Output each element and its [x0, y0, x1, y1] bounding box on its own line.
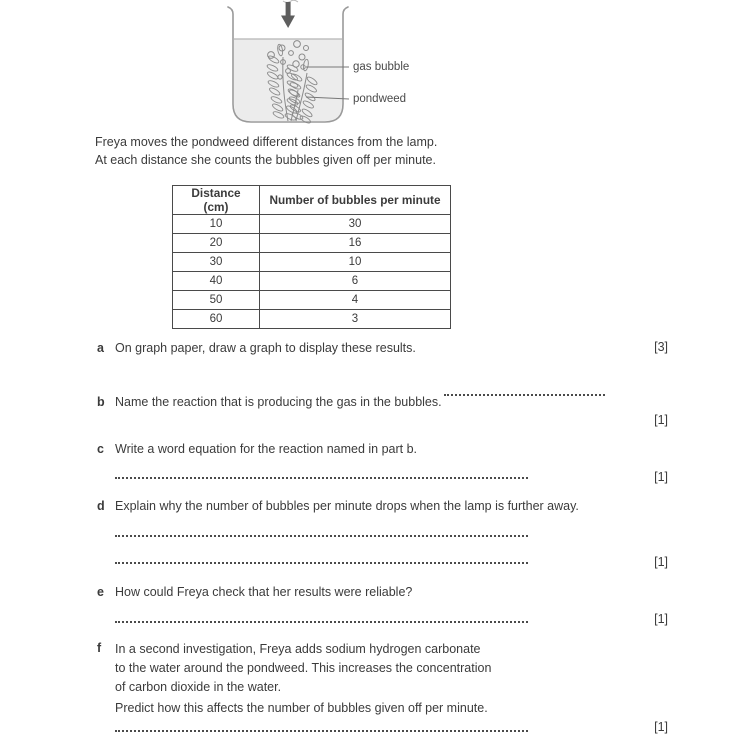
distance-cell: 40	[173, 272, 260, 291]
answer-line	[115, 549, 528, 564]
column-header-distance: Distance (cm)	[173, 186, 260, 215]
question-text: In a second investigation, Freya adds sodium hydrogen carbonate	[115, 642, 481, 656]
bubbles-cell: 10	[260, 253, 451, 272]
intro-text	[95, 133, 437, 169]
question-c	[97, 441, 417, 458]
question-letter: c	[97, 442, 104, 456]
distance-cell: 10	[173, 215, 260, 234]
distance-cell: 60	[173, 310, 260, 329]
question-text: Explain why the number of bubbles per minute drops when the lamp is further away.	[115, 499, 579, 513]
bubbles-cell: 16	[260, 234, 451, 253]
mark-a: [3]	[654, 340, 668, 354]
water	[234, 39, 342, 121]
question-b	[97, 394, 605, 411]
question-a	[97, 340, 416, 357]
distance-cell: 20	[173, 234, 260, 253]
pondweed-label: pondweed	[353, 93, 407, 105]
mark-d: [1]	[654, 555, 668, 569]
mark-e: [1]	[654, 612, 668, 626]
intro-line-2: At each distance she counts the bubbles given off per minute.	[95, 153, 436, 167]
question-text: Name the reaction that is producing the gas in the bubbles.	[115, 395, 442, 409]
mark-f: [1]	[654, 720, 668, 734]
question-d	[97, 498, 579, 515]
table-header-row	[173, 186, 451, 215]
question-text: On graph paper, draw a graph to display these results.	[115, 341, 416, 355]
answer-line	[444, 394, 605, 396]
bubbles-cell: 6	[260, 272, 451, 291]
question-text: How could Freya check that her results were reliable?	[115, 585, 413, 599]
question-e	[97, 584, 412, 601]
bubbles-cell: 4	[260, 291, 451, 310]
mark-b: [1]	[654, 413, 668, 427]
bubbles-cell: 3	[260, 310, 451, 329]
table-row	[173, 272, 451, 291]
table-row	[173, 234, 451, 253]
table-row	[173, 215, 451, 234]
question-letter: a	[97, 341, 104, 355]
bubbles-cell: 30	[260, 215, 451, 234]
gas-bubble-label: gas bubble	[353, 61, 410, 73]
question-text: Predict how this affects the number of bubbles given off per minute.	[115, 701, 488, 715]
light-arrow-icon	[281, 2, 295, 28]
answer-line	[115, 464, 528, 479]
question-f	[97, 640, 115, 657]
question-f-paragraph	[115, 640, 491, 697]
results-table	[172, 185, 451, 329]
experiment-diagram	[0, 0, 737, 130]
question-letter: e	[97, 585, 104, 599]
column-header-bubbles: Number of bubbles per minute	[260, 186, 451, 215]
answer-line	[115, 717, 528, 732]
question-text: Write a word equation for the reaction named in part b.	[115, 442, 418, 456]
table-row	[173, 253, 451, 272]
mark-c: [1]	[654, 470, 668, 484]
intro-line-1: Freya moves the pondweed different distances from the lamp.	[95, 135, 438, 149]
question-f-predict	[115, 699, 488, 718]
question-letter: b	[97, 395, 105, 409]
question-letter: f	[97, 641, 102, 655]
question-text: to the water around the pondweed. This increases the concentration	[115, 661, 492, 675]
answer-line	[115, 522, 528, 537]
distance-cell: 30	[173, 253, 260, 272]
table-row	[173, 291, 451, 310]
question-text: of carbon dioxide in the water.	[115, 680, 282, 694]
table-row	[173, 310, 451, 329]
question-letter: d	[97, 499, 105, 513]
distance-cell: 50	[173, 291, 260, 310]
answer-line	[115, 608, 528, 623]
